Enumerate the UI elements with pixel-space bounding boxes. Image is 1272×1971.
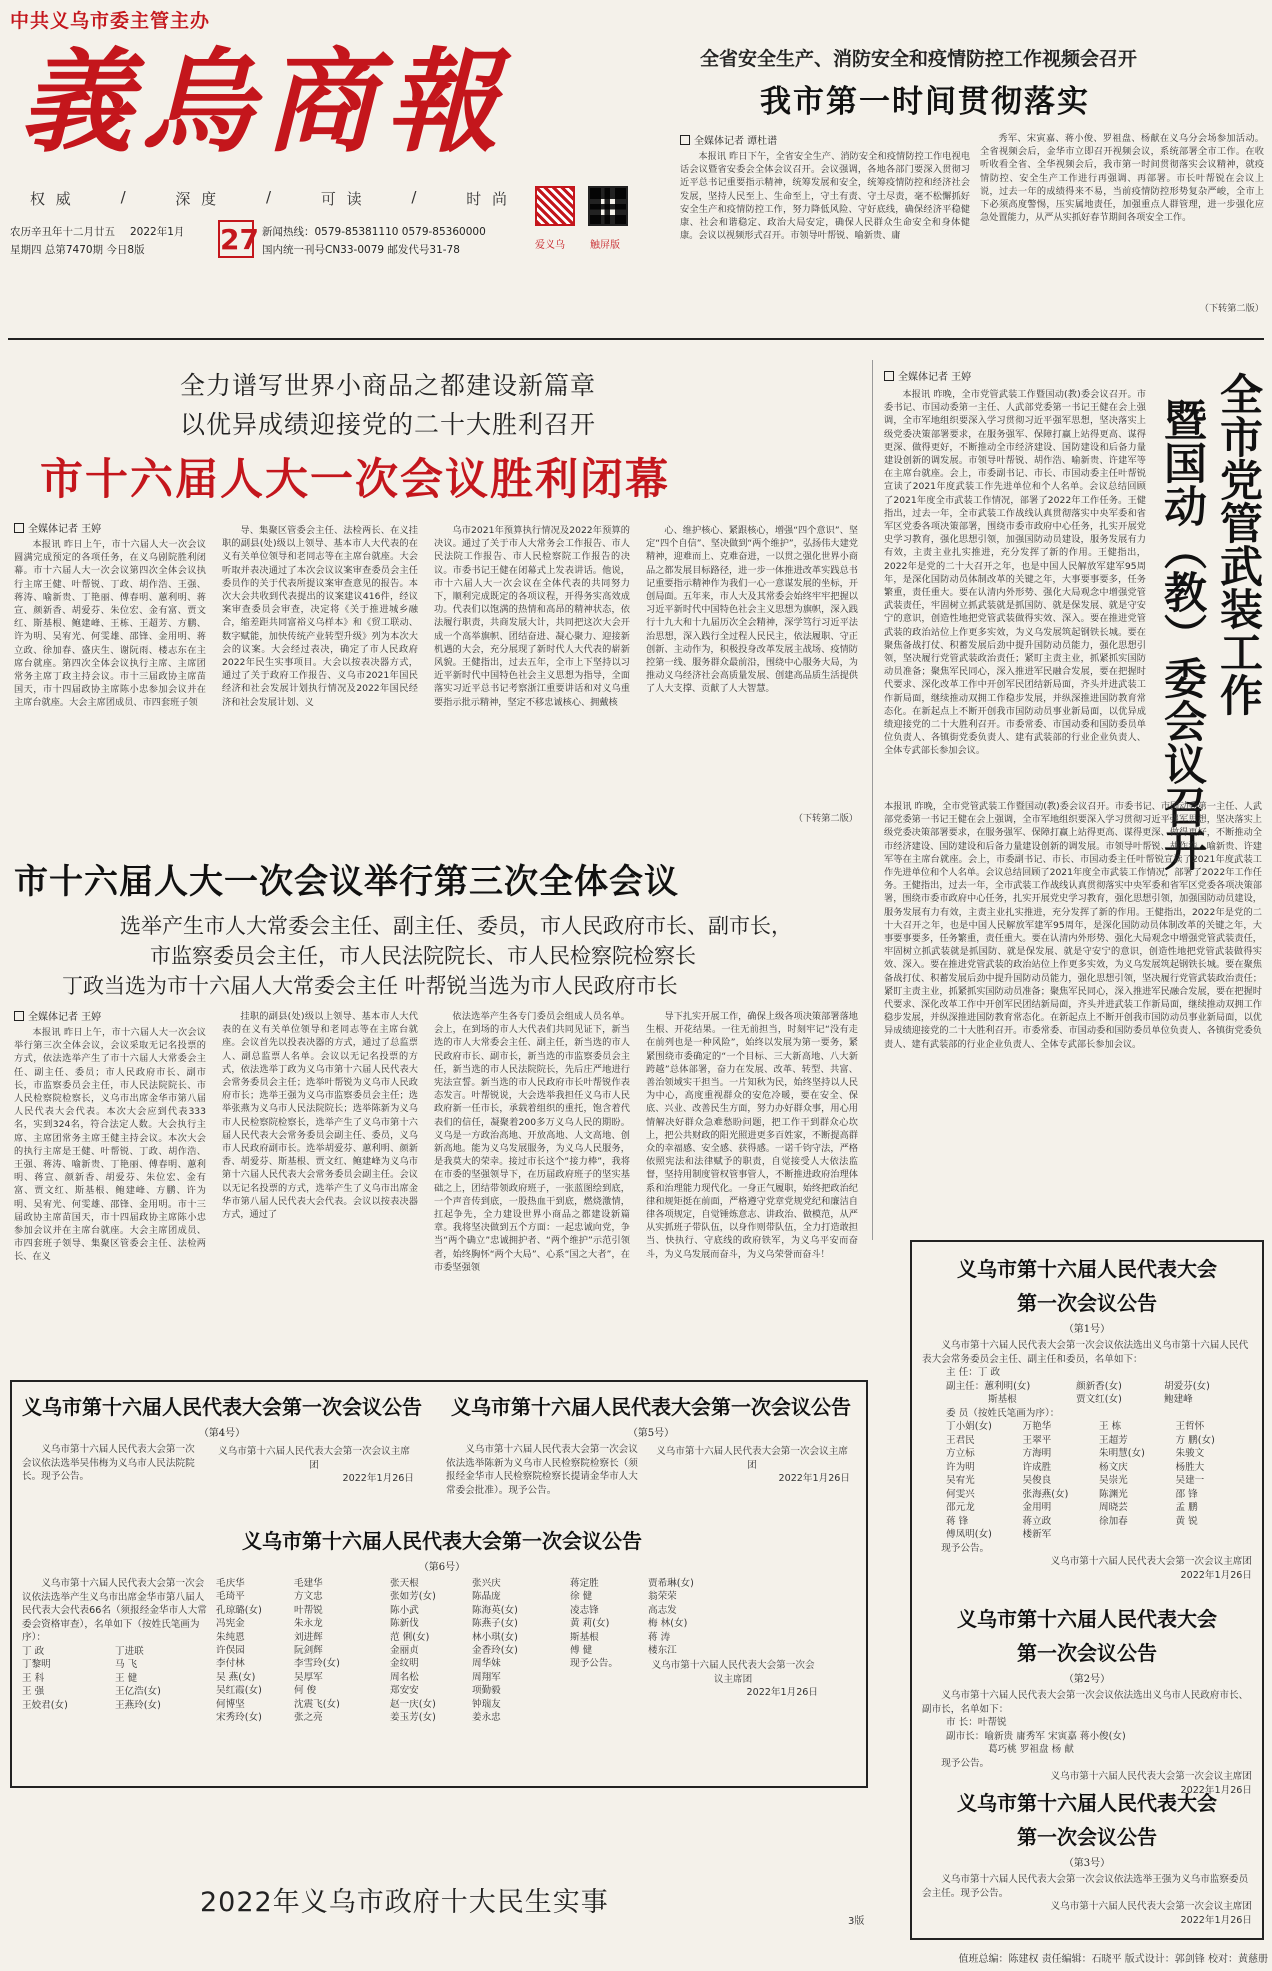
notice-1-members-label: 委 员（按姓氏笔画为序）： (946, 1407, 1060, 1419)
lead-byline: 全媒体记者 谭杜谱 (680, 132, 777, 150)
notice-6-sign: 义乌市第十六届人民代表大会第一次会议主席团 (651, 1660, 815, 1685)
notice-1-body: 义乌市第十六届人民代表大会第一次会议依法选出义乌市第十六届人民代表大会常务委员会主任、副主任和委员，名单如下： (922, 1340, 1249, 1365)
notice-2-body: 义乌市第十六届人民代表大会第一次会议依法选出义乌市人民政府市长、副市长，名单如下： (922, 1690, 1249, 1715)
main-column-4: 心、维护核心、紧跟核心，增强“四个意识”、坚定“四个自信”、坚决做到“两个维护”，弘扬伟大建党精神，迎难而上、克难奋进，一以贯之强化世界小商品之都发展目标路径，进一步一体推进改革实践总书记重要指示精神作为我们一心一意谋发展的坐标，开创局面。五年来，市人大及其常委会始终牢牢把握以习近平新时代中国特色社会主义思想为旗帜，深入践行十九大和十九届历次全会精神，深学笃行习近平法治思想，深入践行全过程人民民主，依法履职、守正创新、主动作为，积极投身改革发展主战场、疫情防控第一线、服务群众最前沿，围绕中心服务大局，为推动义乌经济社会高质量发展、创建高品质生活提供了人大支撑、贡献了人大智慧。 (646, 525, 858, 695)
qr-code-1[interactable] (535, 186, 575, 226)
qr-label-2: 触屏版 (590, 240, 620, 251)
notice-3-sign: 义乌市第十六届人民代表大会第一次会议主席团 (1050, 1901, 1252, 1912)
notice-4-body: 义乌市第十六届人民代表大会第一次会议依法选举吴伟梅为义乌市人民法院院长。现予公告。 (22, 1444, 195, 1482)
notice-2-date: 2022年1月26日 (1180, 1784, 1252, 1796)
qr-label-1: 爱义乌 (535, 240, 565, 251)
notice-1-tail: 现予公告。 (941, 1542, 990, 1554)
main-continued: （下转第二版） (793, 813, 858, 824)
notice-6-title: 义乌市第十六届人民代表大会第一次会议公告 (242, 1529, 642, 1553)
side-body-bottom: 本报讯 昨晚，全市党管武装工作暨国动(教)委会议召开。市委书记、市国动委第一主任、人武部党委第一书记王健在会上强调，全市军地组织要深入学习贯彻习近平强军思想，坚决落实上级党委决策部署要求，在服务强军、保障打赢上站得更高、谋得更深、做得更好，不断推动全市经济建设、国防建设和后备力量建设创新的调发展。市领导叶帮锐、胡作浩、喻新贵、许建军等在主席台就座。会上，市委副书记、市长、市国动委主任叶帮锐宣读了2021年度武装工作先进单位和个人名单。会议总结回顾了2021年度全市武装工作情况，部署了2022年工作任务。王健指出，过去一年，全市武装工作战线认真贯彻落实中央军委和省军区党委各项决策部署，围绕市委市政府中心任务，扎实开展党史学习教育，强化思想引领，加强国防动员建设，服务发展有力有效，主责主业扎实推进，充分发挥了新的作用。王健指出，2022年是党的二十大召开之年，也是中国人民解放军建军95周年，是深化国防动员体制改革的关键之年，大事要事要多，任务繁重，责任重大。要在认清内外形势、强化大局观念中增强党管武装责任，牢固树立抓武装就是抓国防、就是保发展、就是守安宁的意识，创造性地把党管武装做得实效、深入。要在推进党管武装的政治站位上作更多实效，为义乌发展筑起钢铁长城。要在聚焦备战打仗、积蓄发展后劲中提升国防动员能力，强化思想引领，坚决履行党管武装政治责任；紧盯主责主业，抓紧抓实国防动员准备；聚焦军民同心，深入推进军民融合发展，要在把握时代要求、深化改革工作中开创军民团结新局面，齐头并进武装工作新局面，继续推动双拥工作稳步发展，并纵深推进国防教育常态化。在新起点上不断开创我市国防动员事业新局面，以优异成绩迎接党的二十大胜利召开。市委常委、市国动委和国防委员单位负责人、各镇街党委负责人、建有武装部的行业企业负责人、全体专武部长参加会议。 (884, 801, 1262, 1050)
session-column-2: 挂职的副县(处)级以上领导、基本市人大代表的在义有关单位领导和老同志等在主席台就座。会议首先以投表决器的方式，通过了总监票人、副总监票人名单。会议以无记名投票的方式，依法选举丁政为义乌市第十六届人民代表大会常务委员会主任；选举叶帮锐为义乌市人民政府市长；选举王强为义乌市监察委员会主任；选举张燕为义乌市人民法院院长；选举陈新为义乌市人民检察院检察长，选举产生了义乌市第十六届人民代表大会常务委员会副主任、委员，义乌市人民政府副市长。选举胡爱芬、蕙利明、颜新香、胡爱芬、斯基根、贾文红、鲍建峰为义乌市第十六届人民代表大会常务委员会副主任。会议以无记名投票的方式，选举产生了义乌市出席金华市第八届人民代表大会代表。会议以按表决器方式，通过了 (222, 1011, 418, 1221)
name: 丁 政 (22, 1645, 45, 1657)
session-byline: 全媒体记者 王婷 (14, 1008, 101, 1026)
notice-4 (22, 1390, 422, 1486)
notice-5-sign: 义乌市第十六届人民代表大会第一次会议主席团 (656, 1446, 848, 1471)
lunar-date: 农历辛丑年十二月廿五 (10, 226, 115, 238)
name: 马 飞 (115, 1659, 138, 1670)
notice-1-title-1: 义乌市第十六届人民代表大会 (957, 1257, 1217, 1281)
credits-line: 值班总编：陈建权 责任编辑：石晓平 版式设计：郭剑锋 校对：黄慈册 (958, 1954, 1268, 1965)
main-kicker-1: 全力谱写世界小商品之都建设新篇章 (180, 371, 597, 400)
slogan-4: 时 尚 (466, 190, 510, 208)
notice-4-number: （第4号） (198, 1428, 246, 1439)
notice-6-names-col-7: 贾希琳(女) 翁荣荣 高志发 梅 林(女) 蒋 涛 楼东江 义乌市第十六届人民代表大会第一次会议主席团 2022年1月26日 (648, 1578, 818, 1699)
newspaper-logo: 義烏商報 (20, 37, 508, 168)
notice-2-title-2: 第一次会议公告 (1017, 1641, 1157, 1665)
name: 王燕玲(女) (115, 1699, 161, 1711)
notice-2-title-1: 义乌市第十六届人民代表大会 (957, 1607, 1217, 1631)
masthead-divider (8, 338, 1264, 340)
main-column-2: 导、集聚区管委会主任、法检两长、在义挂职的副县(处)级以上领导、基本市人大代表的在义有关单位领导和老同志等在主席台就座。大会听取并表决通过了本次会议议案审查委员会主任委员作的关于代表所提议案审查意见的报告。本次大会共收到代表提出的议案建议416件，经议案审查委员会审查，决定将《关于推进城乡融合，缩差距共同富裕义乌样本》和《贸工联动、数字赋能，加快传统产业转型升级》列为本次大会的议案。大会经过表决，确定了市人民政府2022年民生实事项目。大会以按表决器方式，通过了关于政府工作报告、义乌市2021年国民经济和社会发展计划执行情况及2022年国民经济和社会发展计划、义 (222, 525, 418, 708)
notice-6-number: （第6号） (418, 1562, 466, 1573)
notice-1-number: （第1号） (1063, 1324, 1111, 1335)
main-byline: 全媒体记者 王婷 (14, 520, 101, 538)
notice-1-sign: 义乌市第十六届人民代表大会第一次会议主席团 (1050, 1556, 1252, 1567)
session-column-4: 导下扎实开展工作，确保上级各项决策部署落地生根、开花结果。一往无前担当，时刻牢记“没有走在前列也是一种风险”，始终以发展为第一要务，紧紧围绕市委确定的“一个目标、三大新高地、八大新跨越”总体部署，奋力在发展、改革、转型、共富、善治领域实干担当。一片知秋为民，始终坚持以人民为中心，高度重视群众的安危冷暖，要在安全、保底、兴业、改善民生方面，努力办好群众事，用心用情解决好群众急难愁盼问题，把工作干到群众心坎上，把公共财政的阳光照进更多百姓家，不断提高群众的幸福感、安全感、获得感。一诺千钧守法，严格依照宪法和法律赋予的职责，自觉接受人大依法监督，坚持用制度管权管事管人，不断推进政府治理体系和治理能力现代化。一身正气履职，始终把政治纪律和规矩挺在前面，严格遵守党章党规党纪和廉洁自律各项规定，自觉锤炼意志、讲政治、做模范，从严从实抓班子带队伍，以身作则带队伍，全力打造敢担当、快执行、守底线的政府铁军，为义乌平安而奋斗，为义乌发展而奋斗，为义乌荣誉而奋斗！ (646, 1011, 858, 1260)
notice-4-title: 义乌市第十六届人民代表大会第一次会议公告 (22, 1395, 422, 1419)
weekday-line: 星期四 总第7470期 今日8版 (10, 244, 145, 256)
session-headline: 市十六届人大一次会议举行第三次全体会议 (14, 862, 679, 902)
slogan-row: 权 威 / 深 度 / 可 读 / 时 尚 (30, 188, 510, 208)
name: 王 科 (22, 1672, 45, 1684)
notice-3-title-1: 义乌市第十六届人民代表大会 (957, 1791, 1217, 1815)
side-body-top: 本报讯 昨晚，全市党管武装工作暨国动(教)委会议召开。市委书记、市国动委第一主任、人武部党委第一书记王健在会上强调，全市军地组织要深入学习贯彻习近平强军思想，坚决落实上级党委决策部署要求，在服务强军、保障打赢上站得更高、谋得更深、做得更好，不断推动全市经济建设、国防建设和后备力量建设创新的调发展。市领导叶帮锐、胡作浩、喻新贵、许建军等在主席台就座。会上，市委副书记、市长、市国动委主任叶帮锐宣读了2021年度武装工作先进单位和个人名单。会议总结回顾了2021年度全市武装工作情况，部署了2022年工作任务。王健指出，过去一年，全市武装工作战线认真贯彻落实中央军委和省军区党委各项决策部署，围绕市委市政府中心任务，扎实开展党史学习教育，强化思想引领，加强国防动员建设，服务发展有力有效，主责主业扎实推进，充分发挥了新的作用。王健指出，2022年是党的二十大召开之年，也是中国人民解放军建军95周年，是深化国防动员体制改革的关键之年，大事要事要多，任务繁重，责任重大。要在认清内外形势、强化大局观念中增强党管武装责任，牢固树立抓武装就是抓国防、就是保发展、就是守安宁的意识，创造性地把党管武装做得实效、深入。要在推进党管武装的政治站位上作更多实效，为义乌发展筑起钢铁长城。要在聚焦备战打仗、积蓄发展后劲中提升国防动员能力，强化思想引领，坚决履行党管武装政治责任；紧盯主责主业，抓紧抓实国防动员准备；聚焦军民同心，深入推进军民融合发展，要在把握时代要求、深化改革工作中开创军民团结新局面，齐头并进武装工作新局面，继续推动双拥工作稳步发展，并纵深推进国防教育常态化。在新起点上不断开创我市国防动员事业新局面，以优异成绩迎接党的二十大胜利召开。市委常委、市国动委和国防委员单位负责人、各镇街党委负责人、建有武装部的行业企业负责人、全体专武部长参加会议。 (884, 389, 1146, 757)
notice-6-names-col-4: 张天根 张如芳(女) 陈小武 陈新伐 范 俐(女) 金丽贞 金纹明 周名松 郑安安 赵一庆(女) 姜玉芳(女) (390, 1578, 436, 1724)
side-title-col-2: 暨国动（教）委会议召开 (1157, 398, 1207, 871)
notice-1-director: 主 任：丁 政 (946, 1367, 1001, 1378)
notice-4-sign: 义乌市第十六届人民代表大会第一次会议主席团 (218, 1446, 410, 1471)
slogan-3: 可 读 (320, 190, 365, 208)
notice-3 (922, 1786, 1252, 1927)
notice-3-date: 2022年1月26日 (1180, 1914, 1252, 1926)
name: 王 强 (22, 1686, 45, 1697)
notice-6 (22, 1524, 862, 1724)
side-divider (872, 360, 873, 1240)
date-block (10, 222, 530, 262)
name: 丁进联 (115, 1645, 144, 1657)
notice-1-members: 丁小娟(女) 万艳华 王 栋 王哲怀 王君民 王翠平 王超芳 方 鹏(女) 方立标 方海明 朱明慧(女) 朱骏文 许为明 许成胜 杨文庆 杨胜大 吴宥光 吴俊良 吴崇光 吴建一 何雯兴 张海燕(女) 陈渊光 邵 锋 邵元龙 金用明 周晓芸 孟 鹏 蒋 锋 蒋立政 徐加春 黄 锐 傅凤明(女) 楼新军 (946, 1421, 1215, 1540)
notice-2-mayor: 市 长：叶帮锐 (946, 1717, 1007, 1728)
lead-column-1: 本报讯 昨日下午，全省安全生产、消防安全和疫情防控工作电视电话会议暨省安委会全体会议召开。会议强调，各地各部门要深入贯彻习近平总书记重要指示精神，统筹发展和安全，统筹疫情防控和经济社会发展，坚持人民至上、生命至上，守土有责、守土尽责，毫不松懈抓好安全生产和疫情防控工作，努力降低风险、守好底线，确保经济平稳健康、社会和谐稳定、政治大局安定，确保人民群众生命安全和身体健康。会议以视频形式召开。市领导叶帮锐、喻新贵、庸 (680, 151, 970, 242)
name: 丁黎明 (22, 1659, 51, 1670)
notice-5-title: 义乌市第十六届人民代表大会第一次会议公告 (451, 1395, 851, 1419)
news-hotline: 新闻热线：0579-85381110 0579-85360000 (262, 226, 486, 238)
main-column-3: 乌市2021年预算执行情况及2022年预算的决议。通过了关于市人大常务会工作报告、市人民法院工作报告、市人民检察院工作报告的决议。市委书记王健在闭幕式上发表讲话。他说，市十六届人大一次会议在全体代表的共同努力下，顺利完成既定的各项议程，开得务实高效成功。代表们以饱满的热情和高昂的精神状态，依法履行职责，共商发展大计，共同把这次大会开成一个高举旗帜、团结奋进、凝心聚力、迎接新机遇的大会，充分展现了新时代人大代表的崭新风貌。王健指出，过去五年，全市上下坚持以习近平新时代中国特色社会主义思想为指导，全面落实习近平总书记考察浙江重要讲话和对义乌重要指示批示精神，坚定不移忠诚核心、拥戴核 (434, 525, 630, 708)
notice-1 (922, 1252, 1252, 1582)
notice-6-date: 2022年1月26日 (746, 1687, 818, 1699)
notice-5 (446, 1390, 856, 1497)
notice-1-vice-list: 副主任：蕙利明(女) 颜新香(女) 胡爱芬(女) 斯基根 贾文红(女) 鲍建峰 (946, 1380, 1210, 1405)
session-sub-1: 选举产生市人大常委会主任、副主任、委员，市人民政府市长、副市长， (120, 914, 792, 938)
notice-1-date: 2022年1月26日 (1180, 1569, 1252, 1581)
notice-6-intro-names (22, 1645, 208, 1713)
name: 王 健 (115, 1672, 138, 1684)
bottom-headline[interactable]: 2022年义乌市政府十大民生实事 (200, 1887, 609, 1918)
session-column-1: 本报讯 昨日上午，市十六届人大一次会议举行第三次全体会议，会议采取无记名投票的方式，依法选举产生了市十六届人大常委会主任、副主任、委员；市人民政府市长、副市长，市监察委员会主任，市人民法院院长、市人民检察院检察长，义乌市出席金华市第八届人民代表大会代表。本次大会应到代表333名，实到324名，符合法定人数。大会执行主席、主席团常务主席王健主持会议。本次大会的执行主席是王健、叶帮锐、丁政、胡作浩、王强、蒋涛、喻新贵、丁艳丽、傅春明、蕙利明、蒋宣、颜新香、胡爱芬、朱位宏、金有富、贾文红、斯基根、鲍建峰、方鹏、许为明、吴宥光、何雯雄、邵锋、金用明。市十三届政协主席苗国天，市十四届政协主席陈小忠参加会议并在主席台就座。大会主席团成员、市四套班子领导、集聚区管委会主任、法检两长、在义 (14, 1027, 206, 1263)
lead-title: 我市第一时间贯彻落实 (760, 84, 1090, 120)
slogan-2: 深 度 (175, 190, 220, 208)
publication-number: 国内统一刊号CN33-0079 邮发代号31-78 (262, 244, 460, 256)
side-title-col-1: 全市党管武装工作 (1213, 372, 1263, 716)
notice-2-vice-1: 副市长：喻新贵 庸秀军 宋寅嘉 蒋小俊(女) (946, 1730, 1126, 1742)
notice-3-number: （第3号） (1063, 1858, 1111, 1869)
notice-2-vice-2: 葛巧桃 罗祖盘 杨 献 (988, 1744, 1074, 1755)
notice-5-date: 2022年1月26日 (778, 1473, 850, 1484)
qr-code-2[interactable] (588, 186, 628, 226)
main-column-1: 本报讯 昨日上午，市十六届人大一次会议圆满完成预定的各项任务，在义乌剧院胜利闭幕。市十六届人大一次会议第四次全体会议执行主席王健、叶帮锐、丁政、胡作浩、王强、蒋涛、喻新贵、丁艳丽、傅春明、蕙利明、蒋宣、颜新香、胡爱芬、朱位宏、金有富、贾文红、斯基根、鲍建峰、王栋、王超芳、方鹏、许为明、吴宥光、何雯雄、邵锋、金用明、蒋立政、徐加春、盛庆生、谢阮雨、楼志东在主席台就座。第四次全体会议执行主席、主席团常务主席丁政主持会议。市十三届政协主席苗国天，市十四届政协主席陈小忠参加会议并在主席台就座。大会主席团成员、市四套班子领 (14, 539, 206, 709)
notice-2-sign: 义乌市第十六届人民代表大会第一次会议主席团 (1050, 1771, 1252, 1782)
day-number: 27 (218, 220, 254, 258)
name: 王姣君(女) (22, 1699, 68, 1711)
notice-1-title-2: 第一次会议公告 (1017, 1291, 1157, 1315)
notice-2 (922, 1602, 1252, 1797)
notice-6-names-col-3: 毛建华 方文忠 叶帮锐 朱永龙 刘进辉 阮剑辉 李雪玲(女) 吴厚军 何 俊 沈震飞(女) 张之亮 (294, 1578, 340, 1724)
notice-6-names-col-6: 蒋定胜 徐 健 凌志锋 黄 莉(女) 斯基根 傅 健 现予公告。 (570, 1578, 618, 1670)
bottom-page-ref: 3版 (848, 1916, 865, 1927)
name: 王亿浩(女) (115, 1686, 161, 1697)
publisher-line: 中共义乌市委主管主办 (10, 10, 211, 32)
notice-3-title-2: 第一次会议公告 (1017, 1825, 1157, 1849)
notice-3-body: 义乌市第十六届人民代表大会第一次会议依法选举王强为义乌市监察委员会主任。现予公告。 (922, 1874, 1249, 1899)
session-column-3: 依法选举产生各专门委员会组成人员名单。会上，在到场的市人大代表们共同见证下，新当选的市人大常委会主任、副主任，新当选的市人民政府市长、副市长，新当选的市监察委员会主任，新当选的市人民法院院长，先后庄严地进行宪法宣誓。新当选的市人民政府市长叶帮锐作表态发言。叶帮锐说，大会选举我担任义乌市人民政府新一任市长，承载着组织的重托，饱含着代表们的信任，凝聚着200多万义乌人民的期盼。义乌是一方政治高地、开放高地、人文高地、创新高地。能为义乌发展服务，为义乌人民服务，是我莫大的荣幸。接过市长这个“接力棒”，我将在市委的坚强领导下，在历届政府班子的坚实基础之上，团结带领政府班子，一张蓝图绘到底，一个声音传到底，一股热血干到底，燃烧激情，扛起争先，全力建设世界小商品之都建设新篇章。我将坚决做到五个方面：一起忠诚向党，争当“两个确立”忠诚拥护者、“两个维护”示范引领者，始终胸怀“两个大局”、心系“国之大者”，在市委坚强领 (434, 1011, 630, 1273)
session-sub-3: 丁政当选为市十六届人大常委会主任 叶帮锐当选为市人民政府市长 (62, 974, 678, 998)
notice-6-names-col-2: 毛庆华 毛琦平 孔琼璐(女) 冯宪金 朱纯恩 许俣园 李付林 吴 燕(女) 吴红霞(女) 何博坚 宋秀玲(女) (216, 1578, 262, 1724)
session-sub-2: 市监察委员会主任，市人民法院院长、市人民检察院检察长 (150, 944, 696, 968)
main-kicker-2: 以优异成绩迎接党的二十大胜利召开 (180, 410, 597, 439)
notice-6-names-col-5: 张兴庆 陈晶庞 陈海英(女) 陈燕子(女) 林小琪(女) 金香玲(女) 周华妹 周翔军 项勤毅 钟瑞友 姜永忠 (472, 1578, 518, 1724)
notice-6-body: 义乌市第十六届人民代表大会第一次会议依法选举产生义乌市出席金华市第八届人民代表大会代表66名（须报经金华市人大常委会资格审查），名单如下（按姓氏笔画为序）： (22, 1578, 207, 1643)
date: 2022年1月 (130, 226, 185, 238)
notice-2-number: （第2号） (1063, 1674, 1111, 1685)
notice-2-tail: 现予公告。 (941, 1757, 990, 1769)
side-byline: 全媒体记者 王婷 (884, 368, 971, 386)
main-headline: 市十六届人大一次会议胜利闭幕 (40, 455, 670, 505)
notice-5-body: 义乌市第十六届人民代表大会第一次会议依法选举陈新为义乌市人民检察院检察长（须报经金华市人民检察院检察长提请金华市人大常委会批准）。现予公告。 (446, 1444, 638, 1496)
notice-5-number: （第5号） (627, 1428, 675, 1439)
lead-kicker: 全省安全生产、消防安全和疫情防控工作视频会召开 (700, 48, 1138, 70)
notice-4-date: 2022年1月26日 (342, 1473, 414, 1484)
lead-column-2: 秀军、宋寅嘉、蒋小俊、罗祖盘、杨献在义乌分会场参加活动。全省视频会后，金华市立即召开视频会议，系统部署全市工作。在收听收看全省、全华视频会后，我市第一时间贯彻落实会议精神，就疫情防控、安全生产工作进行再强调、再部署。市长叶帮锐在会议上说，过去一年的成绩得来不易，当前疫情防控形势复杂严峻，全市上下必须高度警惕，压实属地责任，加强重点人群管理，进一步强化应急处置能力，从严从实抓好春节期间各项安全工作。 (980, 133, 1264, 224)
lead-continued: （下转第二版） (1199, 303, 1264, 314)
slogan-1: 权 威 (30, 190, 74, 208)
